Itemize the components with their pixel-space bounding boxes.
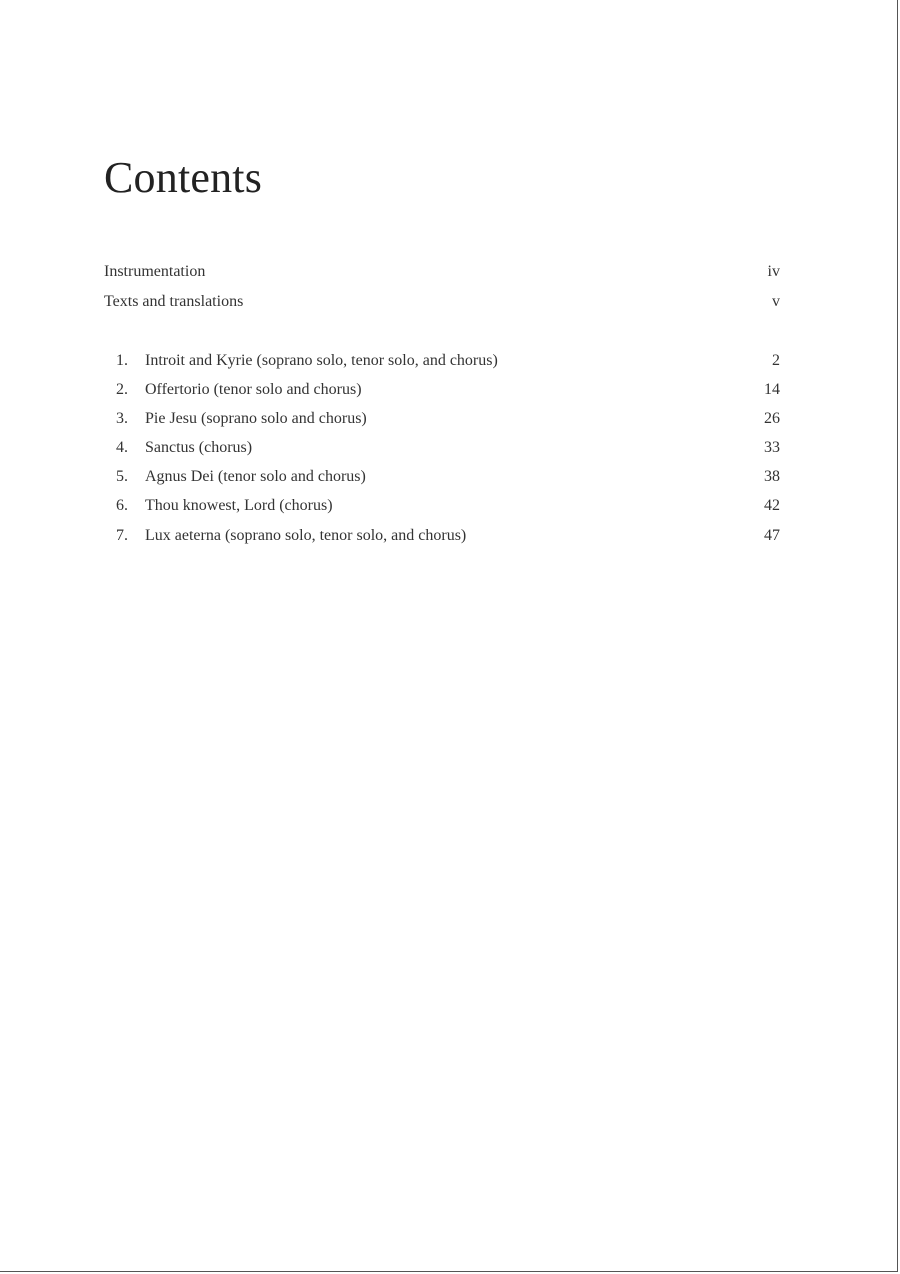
toc-entry-instrumentation[interactable] bbox=[104, 260, 780, 284]
toc-page-number: 38 bbox=[764, 468, 780, 485]
toc-entry-movement-6[interactable] bbox=[104, 494, 780, 518]
movement-title: Lux aeterna (soprano solo, tenor solo, and chorus) bbox=[145, 527, 467, 544]
movement-number: 1. bbox=[116, 352, 128, 369]
toc-page-number: iv bbox=[767, 263, 780, 280]
toc-entry-movement-7[interactable] bbox=[104, 524, 780, 548]
movement-title: Pie Jesu (soprano solo and chorus) bbox=[145, 410, 367, 427]
movement-number: 5. bbox=[116, 468, 128, 485]
page-title: Contents bbox=[104, 153, 263, 202]
movement-title: Introit and Kyrie (soprano solo, tenor solo, and chorus) bbox=[145, 352, 498, 369]
toc-page-number: 47 bbox=[764, 527, 780, 544]
movement-title: Thou knowest, Lord (chorus) bbox=[145, 497, 333, 514]
toc-page-number: 33 bbox=[764, 439, 780, 456]
movement-number: 7. bbox=[116, 527, 128, 544]
toc-page-number: 2 bbox=[772, 352, 780, 369]
movement-title: Offertorio (tenor solo and chorus) bbox=[145, 381, 362, 398]
toc-entry-movement-2[interactable] bbox=[104, 378, 780, 402]
toc-entry-label: Texts and translations bbox=[104, 293, 244, 310]
toc-entry-movement-3[interactable] bbox=[104, 407, 780, 431]
movement-number: 4. bbox=[116, 439, 128, 456]
toc-entry-movement-5[interactable] bbox=[104, 465, 780, 489]
movement-title: Sanctus (chorus) bbox=[145, 439, 253, 456]
movement-number: 6. bbox=[116, 497, 128, 514]
toc-page-number: 14 bbox=[764, 381, 780, 398]
toc-entry-texts-translations[interactable] bbox=[104, 290, 780, 314]
toc-entry-movement-1[interactable] bbox=[104, 349, 780, 373]
toc-entry-movement-4[interactable] bbox=[104, 436, 780, 460]
toc-entry-label: Instrumentation bbox=[104, 263, 206, 280]
toc-page-number: v bbox=[772, 293, 780, 310]
movement-title: Agnus Dei (tenor solo and chorus) bbox=[145, 468, 366, 485]
movement-number: 3. bbox=[116, 410, 128, 427]
movement-number: 2. bbox=[116, 381, 128, 398]
toc-page-number: 42 bbox=[764, 497, 780, 514]
toc-page-number: 26 bbox=[764, 410, 780, 427]
